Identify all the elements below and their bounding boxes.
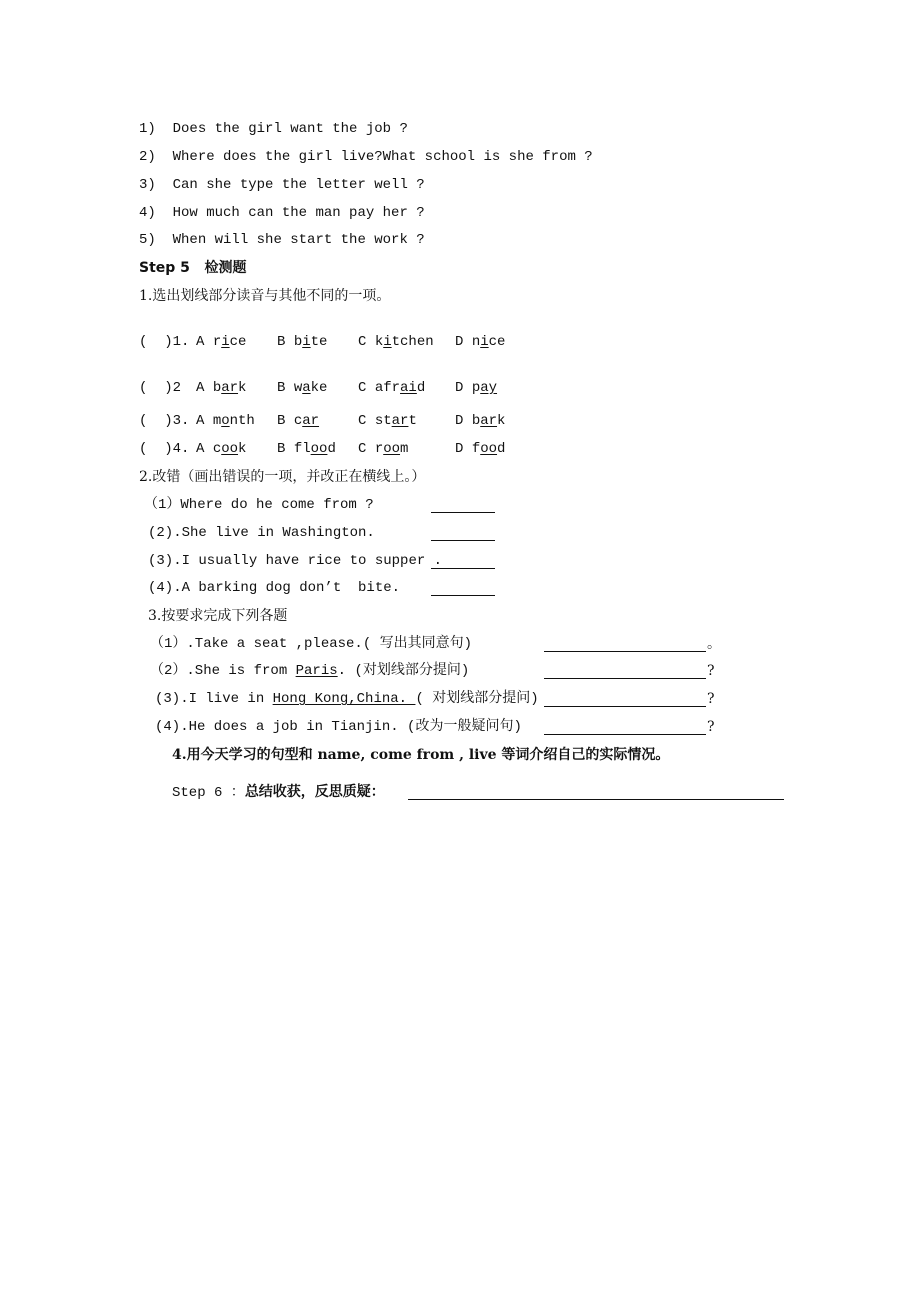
reflection-blank[interactable] xyxy=(408,785,784,800)
step5-title: 检测题 xyxy=(204,260,247,276)
option-c: C afraid xyxy=(358,380,426,396)
question-text: When will she start the work ? xyxy=(172,232,425,248)
option-d: D pay xyxy=(455,380,498,396)
step6-line xyxy=(172,783,385,802)
line-end: ? xyxy=(707,663,715,679)
question-1 xyxy=(139,120,408,138)
question-number: 2) xyxy=(139,149,156,165)
option-a: A rice xyxy=(196,334,247,350)
option-b: B car xyxy=(277,413,320,429)
option-a: A cook xyxy=(196,441,247,457)
part4-instruction: 4.用今天学习的句型和 name, come from , live 等词介绍自己的实际情况。 xyxy=(172,747,670,763)
question-text: Does the girl want the job ? xyxy=(172,121,408,137)
option-c: C kitchen xyxy=(358,334,434,350)
part3-heading: 3.按要求完成下列各题 xyxy=(148,608,288,624)
option-a: A bark xyxy=(196,380,247,396)
part3-item-4: (4).He does a job in Tianjin. (改为一般疑问句) xyxy=(155,719,522,735)
question-number: 5) xyxy=(139,232,156,248)
row-number: ( )3. xyxy=(139,413,190,429)
option-a: A month xyxy=(196,413,255,429)
question-number: 4) xyxy=(139,205,156,221)
answer-blank[interactable] xyxy=(431,581,495,596)
option-d: D food xyxy=(455,441,506,457)
answer-blank[interactable] xyxy=(544,637,706,652)
option-b: B bite xyxy=(277,334,328,350)
step5-label: Step 5 xyxy=(139,260,190,276)
underlined-target: Hong Kong,China. xyxy=(272,691,416,707)
option-c: C start xyxy=(358,413,417,429)
part2-item-4: (4).A barking dog don’t bite. xyxy=(148,580,401,596)
answer-blank[interactable] xyxy=(544,720,706,735)
question-number: 3) xyxy=(139,177,156,193)
row-number: ( )2 xyxy=(139,380,182,396)
answer-blank[interactable] xyxy=(431,526,495,541)
step6-text: 总结收获，反思质疑： xyxy=(244,784,385,800)
answer-blank[interactable] xyxy=(544,664,706,679)
part2-heading: 2.改错（画出错误的一项，并改正在横线上。） xyxy=(139,469,426,485)
step5-heading xyxy=(139,259,247,277)
part2-item-3: (3).I usually have rice to supper . xyxy=(148,553,443,569)
line-end: 。 xyxy=(707,636,721,652)
part2-item-2: (2).She live in Washington. xyxy=(148,525,375,541)
underlined-target: Paris xyxy=(295,663,338,679)
option-b: B flood xyxy=(277,441,336,457)
option-d: D nice xyxy=(455,334,506,350)
line-end: ? xyxy=(707,691,715,707)
answer-blank[interactable] xyxy=(431,554,495,569)
question-text: How much can the man pay her ? xyxy=(172,205,425,221)
row-number: ( )1. xyxy=(139,334,190,350)
part1-heading: 1.选出划线部分读音与其他不同的一项。 xyxy=(139,288,391,304)
answer-blank[interactable] xyxy=(544,692,706,707)
part2-item-1: （1）Where do he come from ? xyxy=(144,497,374,513)
part3-item-3: (3).I live in Hong Kong,China. ( 对划线部分提问) xyxy=(155,691,539,707)
option-d: D bark xyxy=(455,413,506,429)
part3-item-2: （2）.She is from Paris. (对划线部分提问) xyxy=(150,663,470,679)
question-number: 1) xyxy=(139,121,156,137)
option-c: C room xyxy=(358,441,409,457)
question-text: Can she type the letter well ? xyxy=(172,177,425,193)
question-5 xyxy=(139,231,425,249)
option-b: B wake xyxy=(277,380,328,396)
part3-item-1: （1）.Take a seat ,please.( 写出其同意句) xyxy=(150,636,473,652)
step6-label: Step 6 ： xyxy=(172,785,245,801)
question-text: Where does the girl live?What school is she from ? xyxy=(172,149,593,165)
question-3 xyxy=(139,176,425,194)
line-end: ? xyxy=(707,719,715,735)
question-4 xyxy=(139,204,425,222)
row-number: ( )4. xyxy=(139,441,190,457)
answer-blank[interactable] xyxy=(431,498,495,513)
question-2 xyxy=(139,148,593,166)
